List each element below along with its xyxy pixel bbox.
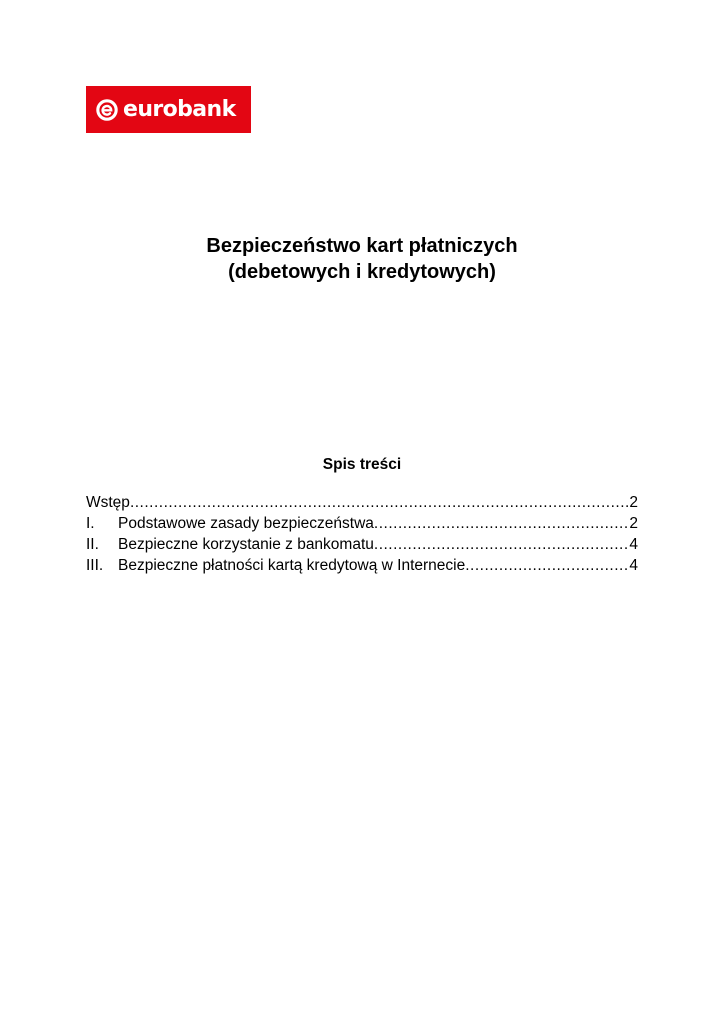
toc-entry-intro[interactable] [86,492,638,513]
eurobank-logo-icon [96,99,118,121]
toc-entry-label: Bezpieczne płatności kartą kredytową w Internecie [118,557,466,574]
brand-name: eurobank [123,96,236,122]
toc-entry-3[interactable] [86,555,638,576]
toc-entry-number: III. [86,557,104,574]
toc-entry-2[interactable] [86,534,638,555]
table-of-contents [86,492,638,576]
toc-dot-leader [465,555,628,576]
toc-entry-page: 4 [629,536,638,553]
toc-entry-number: II. [86,536,99,553]
document-title-line-1: Bezpieczeństwo kart płatniczych [206,235,518,257]
document-title [0,233,724,285]
toc-entry-label: Bezpieczne korzystanie z bankomatu [118,536,374,553]
toc-entry-page: 4 [629,557,638,574]
toc-dot-leader [374,534,628,555]
toc-entry-1[interactable] [86,513,638,534]
toc-dot-leader [130,492,628,513]
toc-entry-label: Wstęp [86,494,130,511]
document-title-line-2: (debetowych i kredytowych) [228,261,496,283]
eurobank-logo [86,86,251,133]
toc-entry-label: Podstawowe zasady bezpieczeństwa [118,515,374,532]
toc-entry-page: 2 [629,515,638,532]
toc-entry-page: 2 [629,494,638,511]
toc-entry-number: I. [86,515,95,532]
toc-dot-leader [374,513,628,534]
toc-heading: Spis treści [322,456,402,473]
